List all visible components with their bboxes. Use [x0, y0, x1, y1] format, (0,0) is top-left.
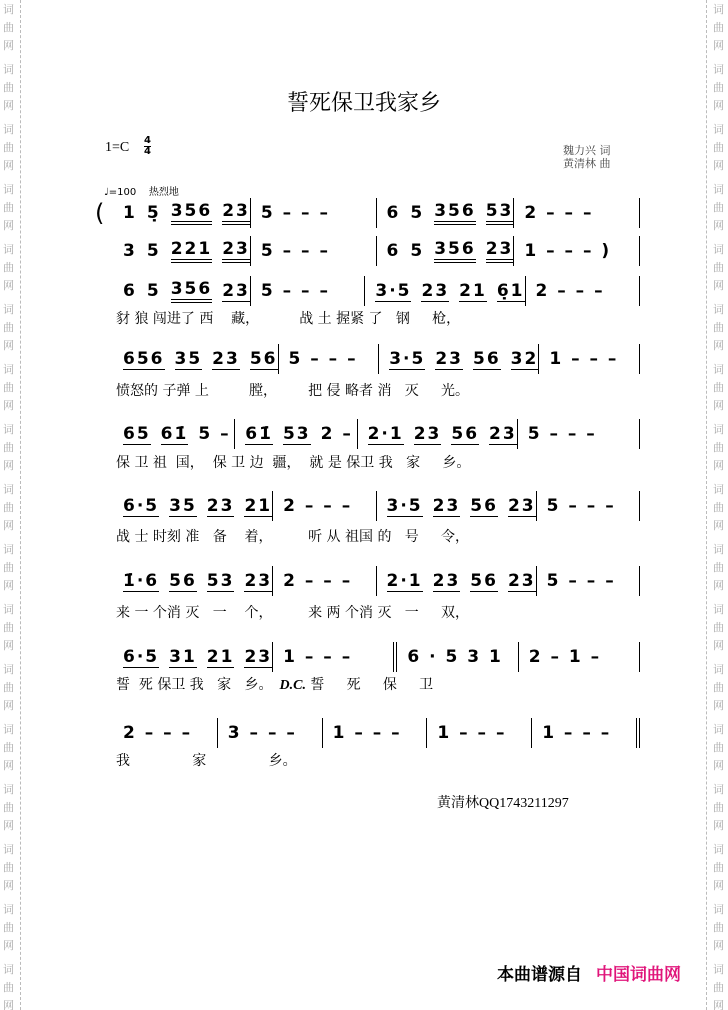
note-group: 5	[146, 281, 161, 301]
lyric-line: 我 家 乡。	[116, 753, 297, 769]
note-group: 31	[169, 646, 197, 667]
note-group: 2 – – –	[524, 203, 594, 223]
watermark-char: 曲	[713, 741, 724, 754]
note-group: 1̇·6	[123, 570, 160, 591]
note-group: 21	[459, 280, 487, 301]
watermark-char: 词	[713, 843, 724, 856]
note-group: 6	[123, 281, 137, 301]
note-group: 656	[123, 348, 165, 369]
note-group: 5 – – –	[260, 281, 330, 301]
watermark-char: 词	[3, 723, 14, 736]
watermark-char: 曲	[713, 681, 724, 694]
watermark-char: 曲	[713, 141, 724, 154]
note-group: 61̇	[160, 423, 189, 444]
watermark-char: 曲	[713, 201, 724, 214]
score-row	[95, 278, 640, 304]
watermark-char: 网	[3, 279, 14, 292]
authors	[563, 144, 611, 170]
note-group: 2 – – –	[283, 496, 353, 516]
note-group: 23	[432, 570, 461, 591]
note-group: 5 – – –	[527, 424, 597, 444]
watermark-char: 网	[713, 339, 724, 352]
note-group: 56	[470, 570, 498, 591]
watermark-char: 网	[3, 579, 14, 592]
note-group: 53	[486, 201, 514, 225]
watermark-char: 曲	[713, 501, 724, 514]
note-group: 5 – – –	[260, 203, 330, 223]
watermark-char: 词	[713, 363, 724, 376]
watermark-char: 曲	[3, 561, 14, 574]
watermark-char: 曲	[3, 201, 14, 214]
time-top: 4	[144, 135, 151, 146]
watermark-char: 曲	[713, 261, 724, 274]
watermark-char: 网	[713, 399, 724, 412]
watermark-char: 网	[3, 219, 14, 232]
watermark-char: 词	[3, 603, 14, 616]
measure	[113, 276, 251, 306]
note-group: 5 – – –	[546, 571, 616, 591]
watermark-char: 曲	[3, 81, 14, 94]
watermark-char: 网	[3, 159, 14, 172]
measure	[526, 276, 641, 306]
watermark-char: 曲	[3, 381, 14, 394]
lyricist: 魏力兴 词	[563, 144, 611, 157]
watermark-char: 网	[3, 339, 14, 352]
watermark-char: 词	[3, 3, 14, 16]
repeat-paren: (	[95, 199, 105, 227]
key-signature: 1=C	[105, 140, 130, 155]
score-row	[95, 238, 640, 264]
watermark-char: 曲	[713, 381, 724, 394]
watermark-char: 曲	[3, 141, 14, 154]
watermark-char: 词	[713, 3, 724, 16]
note-group: 35	[174, 348, 203, 369]
note-group: 5 – – –	[288, 349, 358, 369]
watermark-char: 词	[3, 303, 14, 316]
watermark-char: 曲	[3, 681, 14, 694]
measure	[113, 236, 251, 266]
watermark-char: 曲	[3, 801, 14, 814]
source-label: 本曲谱源自	[497, 965, 582, 985]
note-group: 2·1	[367, 423, 404, 444]
measure	[358, 419, 518, 449]
watermark-char: 词	[3, 123, 14, 136]
watermark-char: 网	[3, 759, 14, 772]
note-group: 23	[222, 201, 250, 225]
note-group: 5̣	[146, 203, 161, 223]
note-group: 3 – – –	[227, 723, 297, 743]
watermark-char: 词	[3, 543, 14, 556]
watermark-char: 网	[3, 819, 14, 832]
watermark-char: 词	[3, 903, 14, 916]
watermark-char: 曲	[3, 741, 14, 754]
watermark-char: 网	[713, 39, 724, 52]
watermark-char: 曲	[3, 321, 14, 334]
measure	[251, 236, 377, 266]
watermark-char: 词	[713, 183, 724, 196]
watermark-char: 曲	[713, 321, 724, 334]
watermark-char: 网	[3, 39, 14, 52]
measure	[113, 491, 273, 521]
watermark-char: 词	[3, 63, 14, 76]
note-group: 2 –	[320, 424, 353, 444]
note-group: 23	[489, 423, 517, 444]
watermark-char: 曲	[713, 921, 724, 934]
watermark-char: 网	[713, 579, 724, 592]
note-group: 1	[123, 203, 137, 223]
note-group: 32	[510, 348, 539, 369]
watermark-char: 词	[713, 603, 724, 616]
watermark-char: 曲	[3, 441, 14, 454]
watermark-char: 网	[713, 939, 724, 952]
watermark-char: 词	[3, 363, 14, 376]
watermark-char: 网	[3, 519, 14, 532]
watermark-char: 词	[3, 843, 14, 856]
note-group: 23	[421, 280, 450, 301]
arranger-credit: 黄清林QQ1743211297	[437, 796, 569, 811]
note-group: 2 – – –	[123, 723, 193, 743]
note-group: 56	[249, 348, 278, 369]
lyric-line: 来 一 个消 灭 一 个， 来 两 个消 灭 一 双，	[116, 605, 470, 621]
source-site-link[interactable]: 中国词曲网	[596, 965, 681, 985]
watermark-char: 曲	[713, 801, 724, 814]
measure	[273, 642, 397, 672]
composer: 黄清林 曲	[563, 157, 611, 170]
watermark-char: 词	[713, 483, 724, 496]
watermark-char: 网	[3, 699, 14, 712]
measure	[427, 718, 532, 748]
note-group: 23	[206, 495, 235, 516]
measure	[379, 344, 539, 374]
note-group: 23	[507, 495, 536, 516]
measure	[251, 198, 377, 228]
note-group: 2·1	[386, 570, 423, 591]
note-group: 356	[434, 201, 476, 225]
watermark-char: 曲	[3, 621, 14, 634]
watermark-right	[706, 0, 727, 1010]
measure	[514, 236, 640, 266]
watermark-char: 词	[713, 903, 724, 916]
watermark-char: 词	[713, 243, 724, 256]
watermark-char: 网	[3, 879, 14, 892]
measure	[279, 344, 380, 374]
measure	[273, 491, 376, 521]
watermark-char: 曲	[3, 861, 14, 874]
watermark-char: 曲	[713, 81, 724, 94]
watermark-char: 曲	[3, 261, 14, 274]
measure	[377, 491, 537, 521]
note-group: 23	[222, 280, 250, 301]
score-row	[95, 644, 640, 670]
note-group: 5	[146, 241, 161, 261]
note-group: 53	[282, 423, 311, 444]
note-group: 61̇	[245, 423, 273, 444]
watermark-char: 词	[713, 303, 724, 316]
time-signature	[144, 136, 151, 157]
note-group: 6	[386, 203, 401, 223]
watermark-char: 网	[713, 999, 724, 1010]
note-group: 23	[432, 495, 461, 516]
note-group: 5	[410, 241, 425, 261]
measure	[377, 198, 515, 228]
measure	[397, 642, 518, 672]
note-group: 3·5	[389, 348, 426, 369]
score-row	[95, 200, 640, 226]
measure	[518, 419, 640, 449]
watermark-char: 网	[713, 819, 724, 832]
lyric-line: 愤怒的 子弹 上 膛， 把 侵 略者 消 灭 光。	[116, 383, 470, 399]
watermark-char: 网	[3, 999, 14, 1010]
lyric-line: 誓 死 保卫 我 家 乡。 D.C. 誓 死 保 卫	[116, 677, 434, 693]
watermark-char: 曲	[3, 501, 14, 514]
measure	[113, 198, 251, 228]
watermark-char: 网	[3, 99, 14, 112]
lyric-line: 保 卫 祖 国， 保 卫 边 疆， 就 是 保卫 我 家 乡。	[116, 455, 471, 471]
measure	[113, 344, 279, 374]
measure	[113, 566, 273, 596]
note-group: 23	[244, 646, 273, 667]
note-group: 23	[413, 423, 442, 444]
note-group: 356	[171, 201, 213, 225]
note-group: 23	[244, 570, 273, 591]
note-group: 3·5	[386, 495, 423, 516]
watermark-char: 词	[3, 183, 14, 196]
measure	[251, 276, 366, 306]
note-group: 56	[470, 495, 498, 516]
watermark-char: 网	[3, 459, 14, 472]
watermark-char: 曲	[713, 441, 724, 454]
note-group: 23	[486, 239, 514, 263]
watermark-char: 词	[713, 663, 724, 676]
watermark-char: 网	[713, 759, 724, 772]
measure	[365, 276, 525, 306]
watermark-char: 曲	[713, 621, 724, 634]
watermark-char: 曲	[3, 21, 14, 34]
watermark-char: 曲	[713, 861, 724, 874]
watermark-char: 网	[3, 639, 14, 652]
watermark-char: 网	[3, 399, 14, 412]
note-group: 1 – – – )	[524, 241, 612, 261]
watermark-char: 曲	[713, 981, 724, 994]
watermark-char: 网	[713, 99, 724, 112]
watermark-char: 词	[3, 663, 14, 676]
note-group: 6·5	[123, 646, 160, 667]
watermark-char: 网	[713, 279, 724, 292]
score-row	[95, 493, 640, 519]
score-row	[95, 421, 640, 447]
note-group: 5	[410, 203, 425, 223]
measure	[113, 642, 273, 672]
measure	[377, 236, 515, 266]
watermark-char: 曲	[713, 561, 724, 574]
watermark-char: 曲	[713, 21, 724, 34]
score-row	[95, 720, 640, 746]
watermark-char: 网	[713, 879, 724, 892]
measure	[537, 566, 640, 596]
note-group: 56	[169, 570, 197, 591]
note-group: 221	[171, 239, 213, 263]
note-group: 3	[123, 241, 137, 261]
source-footer	[497, 960, 681, 985]
note-group: 23	[435, 348, 463, 369]
watermark-char: 词	[713, 723, 724, 736]
measure	[539, 344, 640, 374]
note-group: 3·5	[375, 280, 412, 301]
watermark-char: 词	[713, 423, 724, 436]
note-group: 21	[244, 495, 273, 516]
watermark-left	[0, 0, 21, 1010]
watermark-char: 词	[3, 483, 14, 496]
lyric-line: 战 士 时刻 准 备 着， 听 从 祖国 的 号 令，	[116, 529, 470, 545]
note-group: 5 –	[198, 424, 231, 444]
note-group: 53	[206, 570, 235, 591]
watermark-char: 词	[3, 423, 14, 436]
measure	[113, 718, 218, 748]
watermark-char: 网	[713, 159, 724, 172]
measure	[532, 718, 640, 748]
measure	[323, 718, 428, 748]
note-group: 5 – – –	[546, 496, 616, 516]
note-group: 1 – – –	[332, 723, 402, 743]
note-group: 1 – – –	[542, 723, 612, 743]
measure	[218, 718, 323, 748]
watermark-char: 网	[713, 519, 724, 532]
note-group: 2 – – –	[535, 281, 605, 301]
watermark-char: 词	[713, 63, 724, 76]
watermark-char: 词	[3, 963, 14, 976]
note-group: 23	[222, 239, 250, 263]
watermark-char: 曲	[3, 921, 14, 934]
measure	[113, 419, 235, 449]
note-group: 23	[507, 570, 536, 591]
measure	[377, 566, 537, 596]
note-group: 35	[169, 495, 197, 516]
score-row	[95, 346, 640, 372]
watermark-char: 网	[3, 939, 14, 952]
watermark-char: 词	[713, 123, 724, 136]
measure	[519, 642, 640, 672]
measure	[273, 566, 376, 596]
note-group: 23	[212, 348, 240, 369]
note-group: 1 – – –	[549, 349, 619, 369]
watermark-char: 网	[713, 639, 724, 652]
watermark-char: 网	[713, 699, 724, 712]
note-group: 2 – 1 –	[528, 647, 602, 667]
tempo-marking: ♩=100 热烈地	[104, 187, 179, 198]
note-group: 6̣1	[496, 280, 525, 301]
watermark-char: 网	[713, 459, 724, 472]
watermark-char: 词	[713, 783, 724, 796]
note-group: 5 – – –	[260, 241, 330, 261]
score-row	[95, 568, 640, 594]
note-group: 1 – – –	[283, 647, 353, 667]
note-group: 356	[434, 239, 476, 263]
time-bottom: 4	[144, 146, 151, 157]
note-group: 65	[123, 423, 151, 444]
watermark-char: 曲	[3, 981, 14, 994]
note-group: 356	[171, 279, 213, 303]
note-group: 1 – – –	[437, 723, 507, 743]
measure	[537, 491, 640, 521]
watermark-char: 词	[3, 783, 14, 796]
lyric-line: 豺 狼 闯进了 西 藏， 战 土 握紧 了 钢 枪，	[116, 311, 461, 327]
note-group: 6 · 5 3 1	[407, 647, 503, 667]
measure	[235, 419, 357, 449]
da-capo-marking: D.C.	[272, 678, 306, 693]
watermark-char: 网	[713, 219, 724, 232]
song-title: 誓死保卫我家乡	[286, 91, 441, 116]
note-group: 6·5	[123, 495, 160, 516]
watermark-char: 词	[3, 243, 14, 256]
note-group: 6	[386, 241, 401, 261]
note-group: 2 – – –	[283, 571, 353, 591]
watermark-char: 词	[713, 543, 724, 556]
watermark-char: 词	[713, 963, 724, 976]
measure	[514, 198, 640, 228]
note-group: 21	[206, 646, 235, 667]
note-group: 56	[451, 423, 480, 444]
note-group: 56	[472, 348, 501, 369]
